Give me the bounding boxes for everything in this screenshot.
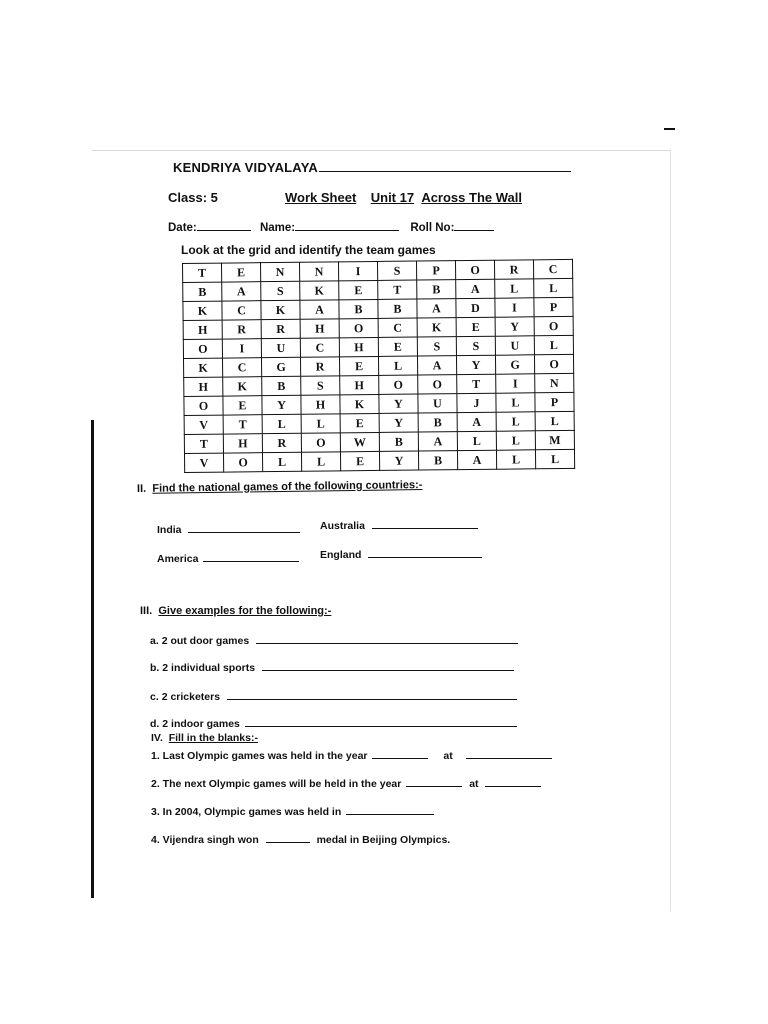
grid-cell[interactable]: R	[262, 433, 301, 452]
grid-cell[interactable]: O	[223, 453, 262, 472]
grid-cell[interactable]: P	[416, 261, 455, 280]
section4-numeral: IV.	[151, 732, 163, 744]
grid-cell[interactable]: L	[534, 335, 573, 354]
grid-cell[interactable]: H	[183, 320, 222, 339]
grid-cell[interactable]: H	[300, 319, 339, 338]
grid-cell[interactable]: S	[377, 261, 416, 280]
q1-place-blank[interactable]	[466, 749, 552, 759]
grid-cell[interactable]: L	[535, 411, 574, 430]
grid-cell[interactable]: P	[534, 297, 573, 316]
grid-cell[interactable]: H	[184, 377, 223, 396]
grid-cell[interactable]: K	[417, 318, 456, 337]
england-item: England	[320, 548, 482, 561]
india-blank[interactable]	[188, 523, 300, 533]
worksheet-title	[285, 190, 522, 205]
grid-cell[interactable]: R	[300, 357, 339, 376]
grid-cell[interactable]: B	[418, 451, 457, 470]
q1-year-blank[interactable]	[372, 749, 428, 759]
grid-cell[interactable]: O	[455, 260, 494, 279]
india-item: India	[157, 523, 300, 536]
grid-cell[interactable]: O	[534, 354, 573, 373]
grid-cell[interactable]: T	[223, 415, 262, 434]
grid-cell[interactable]: S	[261, 281, 300, 300]
grid-cell[interactable]: T	[457, 374, 496, 393]
scan-edge-line	[91, 420, 94, 898]
grid-cell[interactable]: S	[301, 376, 340, 395]
grid-cell[interactable]: A	[417, 356, 456, 375]
grid-cell[interactable]: S	[417, 337, 456, 356]
date-blank[interactable]	[197, 221, 251, 231]
school-title: KENDRIYA VIDYALAYA	[173, 160, 571, 175]
america-item: America	[157, 552, 299, 565]
grid-cell[interactable]: M	[535, 430, 574, 449]
grid-cell[interactable]: H	[340, 375, 379, 394]
grid-instruction: Look at the grid and identify the team games	[181, 243, 436, 257]
blank-q4: 4. Vijendra singh won medal in Beijing Olympics.	[151, 834, 451, 846]
england-blank[interactable]	[368, 548, 482, 558]
q2-place-blank[interactable]	[485, 777, 541, 787]
grid-cell[interactable]: E	[339, 356, 378, 375]
australia-item: Australia	[320, 519, 478, 532]
grid-cell[interactable]: K	[183, 301, 222, 320]
grid-cell[interactable]: L	[534, 278, 573, 297]
blank-q2: 2. The next Olympic games will be held in the year at	[151, 777, 541, 790]
grid-cell[interactable]: N	[299, 262, 338, 281]
grid-cell[interactable]: S	[456, 336, 495, 355]
grid-cell[interactable]: Y	[379, 394, 418, 413]
grid-cell[interactable]: N	[261, 262, 300, 281]
grid-cell[interactable]: B	[183, 282, 222, 301]
grid-cell[interactable]: B	[378, 299, 417, 318]
grid-cell[interactable]: C	[300, 338, 339, 357]
grid-cell[interactable]: K	[223, 377, 262, 396]
grid-cell[interactable]: I	[495, 298, 534, 317]
info-row	[168, 221, 494, 234]
grid-cell[interactable]: Y	[379, 451, 418, 470]
grid-cell[interactable]: A	[222, 282, 261, 301]
grid-cell[interactable]: B	[262, 376, 301, 395]
grid-cell[interactable]: L	[535, 449, 574, 468]
grid-cell[interactable]: N	[535, 373, 574, 392]
grid-cell[interactable]: R	[261, 319, 300, 338]
grid-cell[interactable]: O	[183, 339, 222, 358]
grid-cell[interactable]: L	[301, 414, 340, 433]
grid-cell[interactable]: B	[379, 432, 418, 451]
example-item-d: d. 2 indoor games	[150, 717, 517, 730]
grid-cell[interactable]: L	[262, 452, 301, 471]
date-label: Date:	[168, 222, 197, 234]
section2-title: Find the national games of the following countries:-	[152, 479, 423, 495]
example-blank-b[interactable]	[262, 661, 514, 671]
grid-cell[interactable]: B	[417, 280, 456, 299]
section3-numeral: III.	[140, 605, 153, 617]
grid-cell[interactable]: I	[496, 374, 535, 393]
grid-cell[interactable]: Y	[379, 413, 418, 432]
grid-cell[interactable]: G	[261, 357, 300, 376]
grid-cell[interactable]: H	[223, 434, 262, 453]
grid-cell[interactable]: O	[184, 396, 223, 415]
grid-cell[interactable]: A	[456, 279, 495, 298]
grid-cell[interactable]: E	[340, 413, 379, 432]
grid-cell[interactable]: L	[496, 450, 535, 469]
grid-cell[interactable]: L	[262, 414, 301, 433]
grid-cell[interactable]: U	[261, 338, 300, 357]
blank-q3: 3. In 2004, Olympic games was held in	[151, 805, 434, 818]
grid-cell[interactable]: L	[496, 393, 535, 412]
grid-cell[interactable]: L	[496, 412, 535, 431]
grid-cell[interactable]: C	[222, 358, 261, 377]
name-label: Name:	[259, 222, 296, 234]
example-item-b: b. 2 individual sports	[150, 661, 514, 674]
section2-numeral: II.	[136, 482, 147, 495]
america-blank[interactable]	[203, 552, 299, 562]
grid-cell[interactable]: A	[418, 432, 457, 451]
q3-blank[interactable]	[346, 805, 434, 815]
grid-cell[interactable]: Y	[262, 395, 301, 414]
grid-cell[interactable]: Y	[495, 317, 534, 336]
word-search-grid	[182, 259, 575, 473]
grid-cell[interactable]: U	[418, 394, 457, 413]
grid-cell[interactable]: T	[378, 280, 417, 299]
scan-mark	[664, 128, 675, 130]
q4-blank[interactable]	[266, 833, 310, 843]
grid-cell[interactable]: V	[184, 415, 223, 434]
section3-heading	[140, 605, 331, 617]
grid-cell[interactable]: T	[184, 434, 223, 453]
section4-heading	[151, 732, 258, 744]
example-blank-a[interactable]	[256, 634, 518, 644]
grid-cell[interactable]: Y	[456, 355, 495, 374]
grid-cell[interactable]: B	[339, 299, 378, 318]
grid-cell[interactable]: C	[533, 259, 572, 278]
grid-cell[interactable]: P	[535, 392, 574, 411]
grid-cell[interactable]: A	[457, 450, 496, 469]
grid-cell[interactable]: U	[495, 336, 534, 355]
grid-cell[interactable]: W	[340, 432, 379, 451]
grid-cell[interactable]: L	[378, 356, 417, 375]
grid-cell[interactable]: E	[223, 396, 262, 415]
grid-cell[interactable]: E	[222, 263, 261, 282]
grid-cell[interactable]: L	[495, 279, 534, 298]
grid-cell[interactable]: L	[301, 452, 340, 471]
grid-cell[interactable]: D	[456, 298, 495, 317]
grid-cell[interactable]: J	[457, 393, 496, 412]
grid-cell[interactable]: K	[184, 358, 223, 377]
section4-title: Fill in the blanks:-	[168, 732, 258, 744]
grid-cell[interactable]: L	[496, 431, 535, 450]
grid-cell[interactable]: O	[339, 318, 378, 337]
grid-cell[interactable]: E	[456, 317, 495, 336]
grid-cell[interactable]: H	[301, 395, 340, 414]
grid-cell[interactable]: O	[534, 316, 573, 335]
example-item-a: a. 2 out door games	[150, 634, 518, 647]
q2-year-blank[interactable]	[406, 777, 462, 787]
example-blank-c[interactable]	[227, 690, 517, 700]
roll-blank[interactable]	[454, 221, 494, 231]
example-item-c: c. 2 cricketers	[150, 690, 517, 703]
grid-cell[interactable]: V	[184, 453, 223, 472]
grid-cell[interactable]: R	[222, 320, 261, 339]
class-label: Class: 5	[168, 190, 218, 205]
grid-cell[interactable]: C	[378, 318, 417, 337]
grid-cell[interactable]: E	[378, 337, 417, 356]
grid-cell[interactable]: B	[418, 413, 457, 432]
grid-cell[interactable]: G	[495, 355, 534, 374]
grid-cell[interactable]: L	[457, 431, 496, 450]
example-blank-d[interactable]	[245, 717, 517, 727]
grid-cell[interactable]: K	[300, 281, 339, 300]
grid-row	[184, 449, 574, 472]
roll-label: Roll No:	[410, 222, 455, 234]
grid-cell[interactable]: A	[417, 299, 456, 318]
name-blank[interactable]	[295, 221, 399, 231]
grid-cell[interactable]: O	[379, 375, 418, 394]
grid-cell[interactable]: R	[494, 260, 533, 279]
unit-label: Unit 17	[370, 190, 415, 205]
worksheet-label: Work Sheet	[285, 190, 357, 205]
blank-q1: 1. Last Olympic games was held in the year at	[151, 749, 552, 762]
grid-cell[interactable]: T	[183, 263, 222, 282]
grid-cell[interactable]: K	[340, 394, 379, 413]
grid-cell[interactable]: K	[261, 300, 300, 319]
grid-cell[interactable]: H	[339, 337, 378, 356]
grid-cell[interactable]: I	[222, 339, 261, 358]
grid-cell[interactable]: C	[222, 301, 261, 320]
australia-blank[interactable]	[372, 519, 478, 529]
section3-title: Give examples for the following:-	[158, 605, 332, 617]
grid-cell[interactable]: E	[339, 280, 378, 299]
grid-cell[interactable]: E	[340, 451, 379, 470]
unit-title: Across The Wall	[421, 190, 522, 205]
grid-cell[interactable]: O	[418, 375, 457, 394]
grid-cell[interactable]: A	[300, 300, 339, 319]
grid-cell[interactable]: A	[457, 412, 496, 431]
grid-cell[interactable]: I	[338, 261, 377, 280]
grid-cell[interactable]: O	[301, 433, 340, 452]
